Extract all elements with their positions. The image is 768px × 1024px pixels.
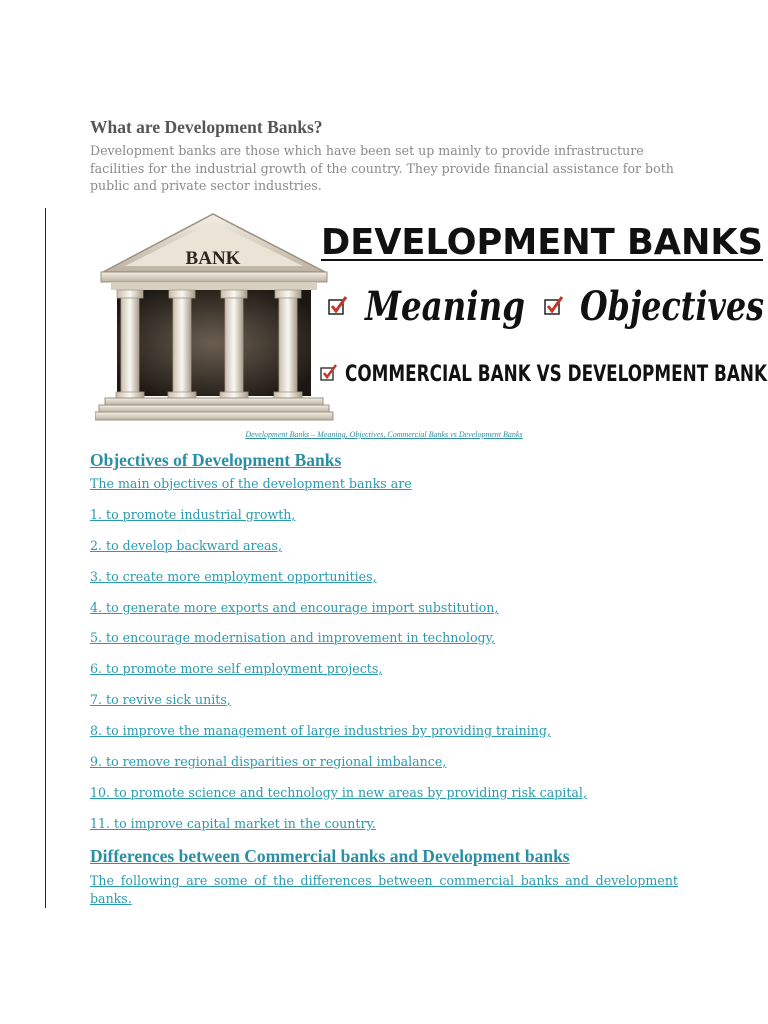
objectives-lead[interactable]: The main objectives of the development banks are — [90, 476, 412, 491]
intro-paragraph: Development banks are those which have been set up mainly to provide infrastructure facilities for the industrial growth of the country. They provide financial assistance for both public and private sector industries. — [90, 143, 674, 193]
objective-item-9[interactable]: 9. to remove regional disparities or regional imbalance, — [90, 754, 447, 769]
objective-item-6[interactable]: 6. to promote more self employment projects, — [90, 661, 383, 676]
objective-item-3[interactable]: 3. to create more employment opportunities, — [90, 569, 377, 584]
image-caption-link[interactable]: Development Banks – Meaning, Objectives, Commercial Banks vs Development Banks — [245, 430, 523, 439]
bank-sign: BANK — [185, 248, 241, 269]
objectives-heading[interactable]: Objectives of Development Banks — [90, 450, 342, 470]
objective-item-8[interactable]: 8. to improve the management of large industries by providing training, — [90, 723, 551, 738]
differences-heading[interactable]: Differences between Commercial banks and Development banks — [90, 846, 570, 866]
objective-item-4[interactable]: 4. to generate more exports and encourage import substitution, — [90, 600, 499, 615]
banner-objectives: Objectives — [580, 283, 764, 330]
banner-commercial-vs-development: COMMERCIAL BANK VS DEVELOPMENT BANK — [345, 362, 768, 387]
differences-paragraph[interactable]: The following are some of the differences between commercial banks and development banks. — [90, 873, 678, 906]
page-margin-line — [45, 208, 46, 908]
section-heading-what-are: What are Development Banks? — [90, 117, 323, 137]
check-icon — [545, 297, 562, 314]
check-icon — [321, 365, 336, 380]
objective-item-2[interactable]: 2. to develop backward areas, — [90, 538, 283, 553]
development-banks-banner — [95, 208, 768, 428]
banner-meaning: Meaning — [363, 283, 525, 330]
check-icon — [329, 297, 346, 314]
objective-item-10[interactable]: 10. to promote science and technology in new areas by providing risk capital, — [90, 785, 587, 800]
objective-item-7[interactable]: 7. to revive sick units, — [90, 692, 231, 707]
objective-item-5[interactable]: 5. to encourage modernisation and improvement in technology, — [90, 630, 496, 645]
objective-item-11[interactable]: 11. to improve capital market in the country. — [90, 816, 376, 831]
objective-item-1[interactable]: 1. to promote industrial growth, — [90, 507, 296, 522]
bank-building-illustration — [95, 214, 333, 420]
banner-title: DEVELOPMENT BANKS — [321, 222, 763, 263]
